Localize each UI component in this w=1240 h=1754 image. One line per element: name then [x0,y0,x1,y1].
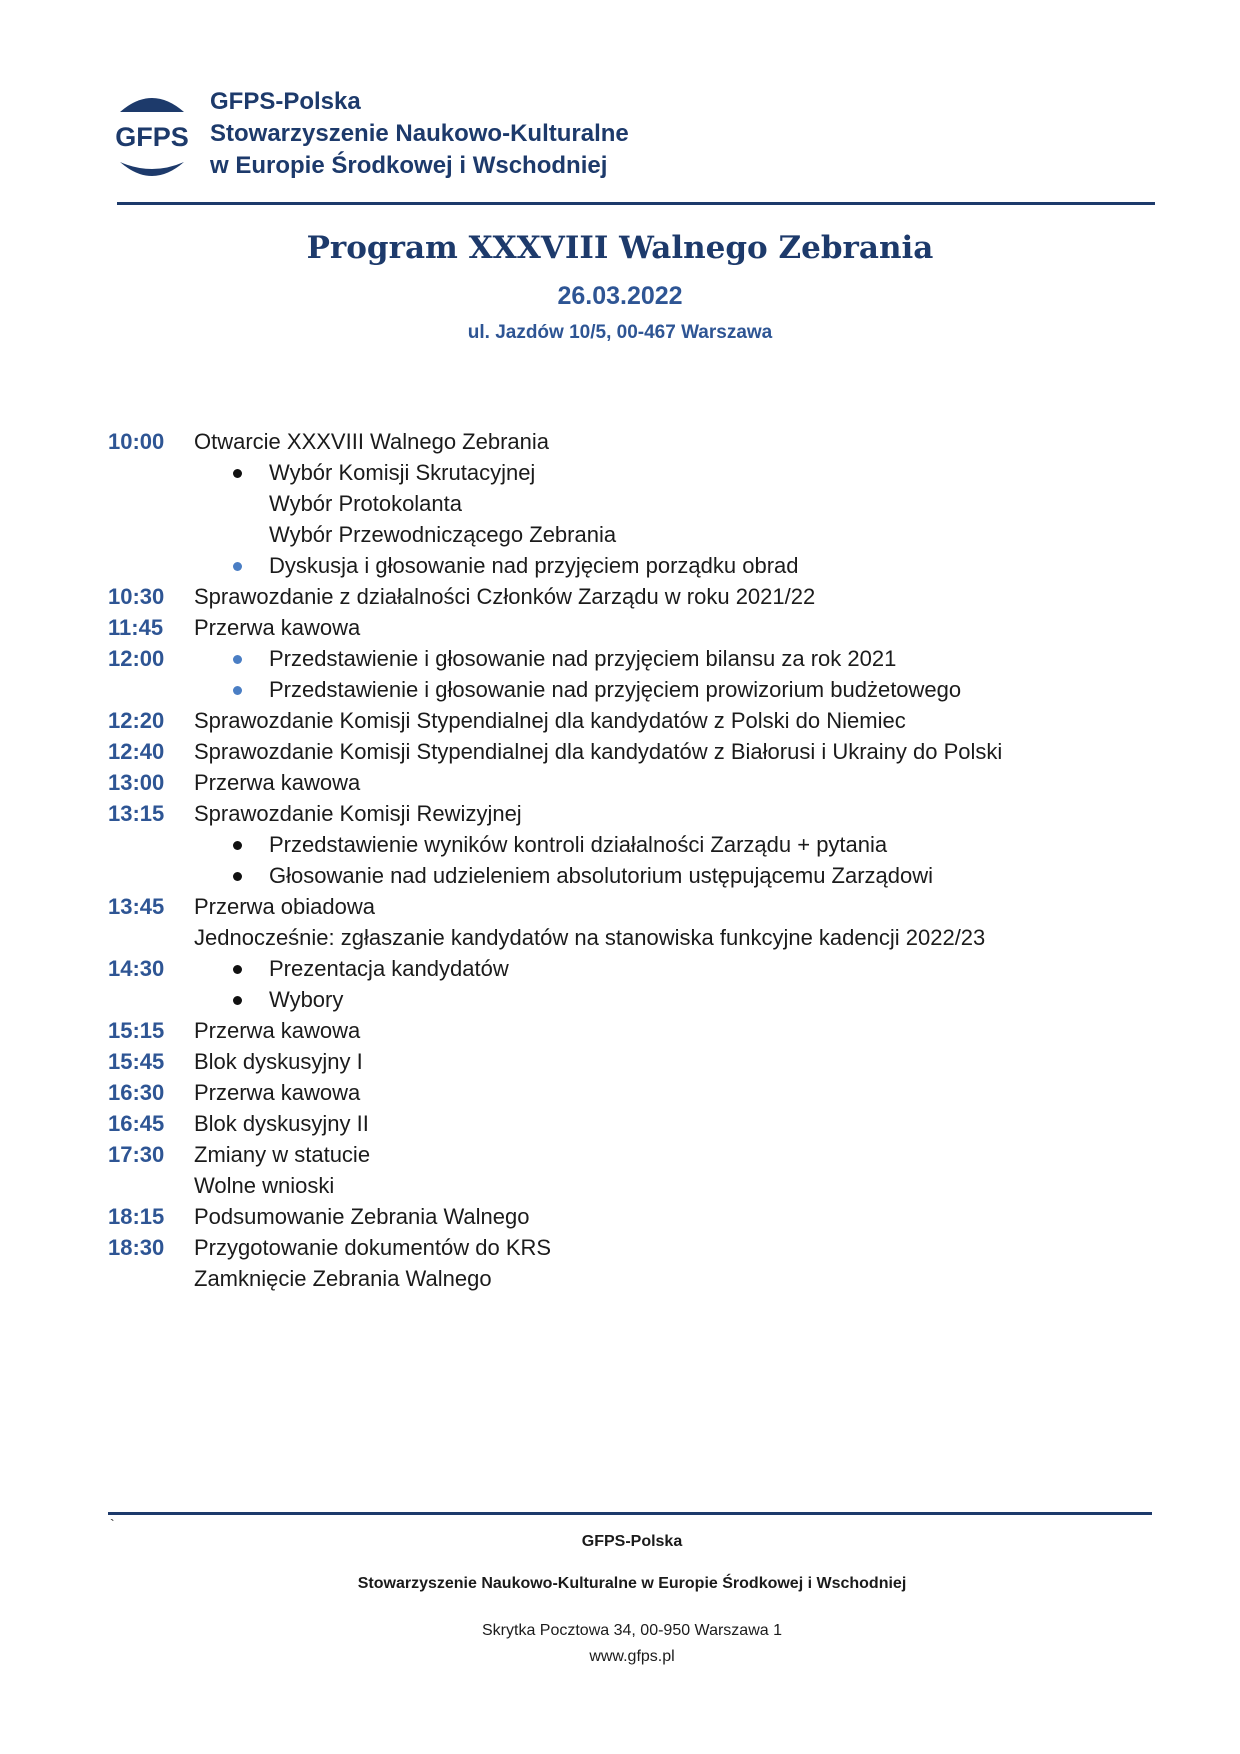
agenda-item-text: Sprawozdanie Komisji Stypendialnej dla kandydatów z Polski do Niemiec [194,708,906,733]
agenda-row [108,1263,1168,1294]
agenda-item-text: Otwarcie XXXVIII Walnego Zebrania [194,429,550,454]
agenda-row [108,488,1168,519]
agenda-item-text: Podsumowanie Zebrania Walnego [194,1204,530,1229]
agenda-item-text: Przerwa kawowa [194,1080,361,1105]
bullet-icon [233,841,242,850]
agenda-time: 11:45 [108,615,164,640]
agenda-row [108,736,1168,767]
footer-divider [108,1512,1152,1515]
agenda-list [108,426,1168,1294]
agenda-row [108,953,1168,984]
agenda-row [108,1077,1168,1108]
agenda-time: 14:30 [108,956,165,981]
agenda-item-text: Sprawozdanie Komisji Stypendialnej dla kandydatów z Białorusi i Ukrainy do Polski [194,739,1003,764]
agenda-row [108,1046,1168,1077]
agenda-row [108,891,1168,922]
agenda-row [108,612,1168,643]
agenda-row [108,705,1168,736]
agenda-item-text: Przerwa kawowa [194,615,361,640]
agenda-row [108,860,1168,891]
agenda-time: 13:00 [108,770,165,795]
header-org-line2: Stowarzyszenie Naukowo-Kulturalne [210,120,629,147]
agenda-time: 13:15 [108,801,165,826]
agenda-time: 16:45 [108,1111,165,1136]
event-address: ul. Jazdów 10/5, 00-467 Warszawa [467,322,773,343]
agenda-subitem-text: Wybór Protokolanta [269,491,463,516]
agenda-item-text: Blok dyskusyjny II [194,1111,369,1136]
agenda-item-text: Jednocześnie: zgłaszanie kandydatów na stanowiska funkcyjne kadencji 2022/23 [194,925,986,950]
agenda-row [108,519,1168,550]
agenda-time: 18:15 [108,1204,165,1229]
agenda-row [108,674,1168,705]
agenda-item-text: Zmiany w statucie [194,1142,371,1167]
agenda-subitem-text: Przedstawienie i głosowanie nad przyjęciem bilansu za rok 2021 [269,646,897,671]
agenda-time: 13:45 [108,894,165,919]
agenda-item-text: Zamknięcie Zebrania Walnego [194,1266,492,1291]
agenda-time: 16:30 [108,1080,165,1105]
agenda-subitem-text: Przedstawienie wyników kontroli działalności Zarządu + pytania [269,832,888,857]
agenda-time: 15:15 [108,1018,165,1043]
agenda-row [108,767,1168,798]
agenda-row [108,798,1168,829]
agenda-item-text: Przygotowanie dokumentów do KRS [194,1235,552,1260]
agenda-row [108,984,1168,1015]
agenda-row [108,457,1168,488]
agenda-time: 12:00 [108,646,165,671]
agenda-row [108,643,1168,674]
bullet-icon [233,562,242,571]
header-org-line3: w Europie Środkowej i Wschodniej [210,152,608,179]
header-divider [117,202,1155,205]
bullet-icon [233,965,242,974]
header-org-name: GFPS-Polska [210,88,361,115]
agenda-row [108,550,1168,581]
agenda-item-text: Przerwa obiadowa [194,894,375,919]
agenda-time: 10:00 [108,429,165,454]
bullet-icon [233,686,242,695]
agenda-row [108,1139,1168,1170]
agenda-subitem-text: Głosowanie nad udzieleniem absolutorium ustępującemu Zarządowi [269,863,934,888]
agenda-item-text: Sprawozdanie Komisji Rewizyjnej [194,801,522,826]
header-org-block [210,86,629,182]
footer-org-name: GFPS-Polska [581,1533,683,1550]
agenda-time: 12:20 [108,708,165,733]
agenda-row [108,1232,1168,1263]
agenda-item-text: Sprawozdanie z działalności Członków Zarządu w roku 2021/22 [194,584,816,609]
agenda-time: 10:30 [108,584,165,609]
agenda-subitem-text: Przedstawienie i głosowanie nad przyjęciem prowizorium budżetowego [269,677,962,702]
agenda-subitem-text: Prezentacja kandydatów [269,956,509,981]
agenda-row [108,1108,1168,1139]
gfps-logo [106,90,198,182]
bullet-icon [233,469,242,478]
agenda-item-text: Blok dyskusyjny I [194,1049,363,1074]
agenda-item-text: Przerwa kawowa [194,770,361,795]
event-date: 26.03.2022 [557,282,683,310]
logo-text: GFPS [115,122,189,152]
agenda-subitem-text: Wybór Przewodniczącego Zebrania [269,522,617,547]
agenda-row [108,426,1168,457]
agenda-time: 15:45 [108,1049,165,1074]
agenda-item-text: Wolne wnioski [194,1173,335,1198]
agenda-row [108,1015,1168,1046]
agenda-row [108,829,1168,860]
footer-org-full: Stowarzyszenie Naukowo-Kulturalne w Europie Środkowej i Wschodniej [357,1575,907,1592]
bullet-icon [233,996,242,1005]
footer-mark: ` [110,1516,115,1532]
agenda-time: 12:40 [108,739,165,764]
agenda-row [108,581,1168,612]
page-title: Program XXXVIII Walnego Zebrania [306,230,934,266]
agenda-time: 17:30 [108,1142,165,1167]
footer-website: www.gfps.pl [589,1648,675,1665]
bullet-icon [233,872,242,881]
agenda-item-text: Przerwa kawowa [194,1018,361,1043]
agenda-subitem-text: Wybór Komisji Skrutacyjnej [269,460,536,485]
agenda-row [108,922,1168,953]
agenda-row [108,1201,1168,1232]
agenda-row [108,1170,1168,1201]
bullet-icon [233,655,242,664]
agenda-subitem-text: Wybory [269,987,344,1012]
agenda-subitem-text: Dyskusja i głosowanie nad przyjęciem porządku obrad [269,553,799,578]
agenda-time: 18:30 [108,1235,165,1260]
footer-address: Skrytka Pocztowa 34, 00-950 Warszawa 1 [482,1622,782,1639]
